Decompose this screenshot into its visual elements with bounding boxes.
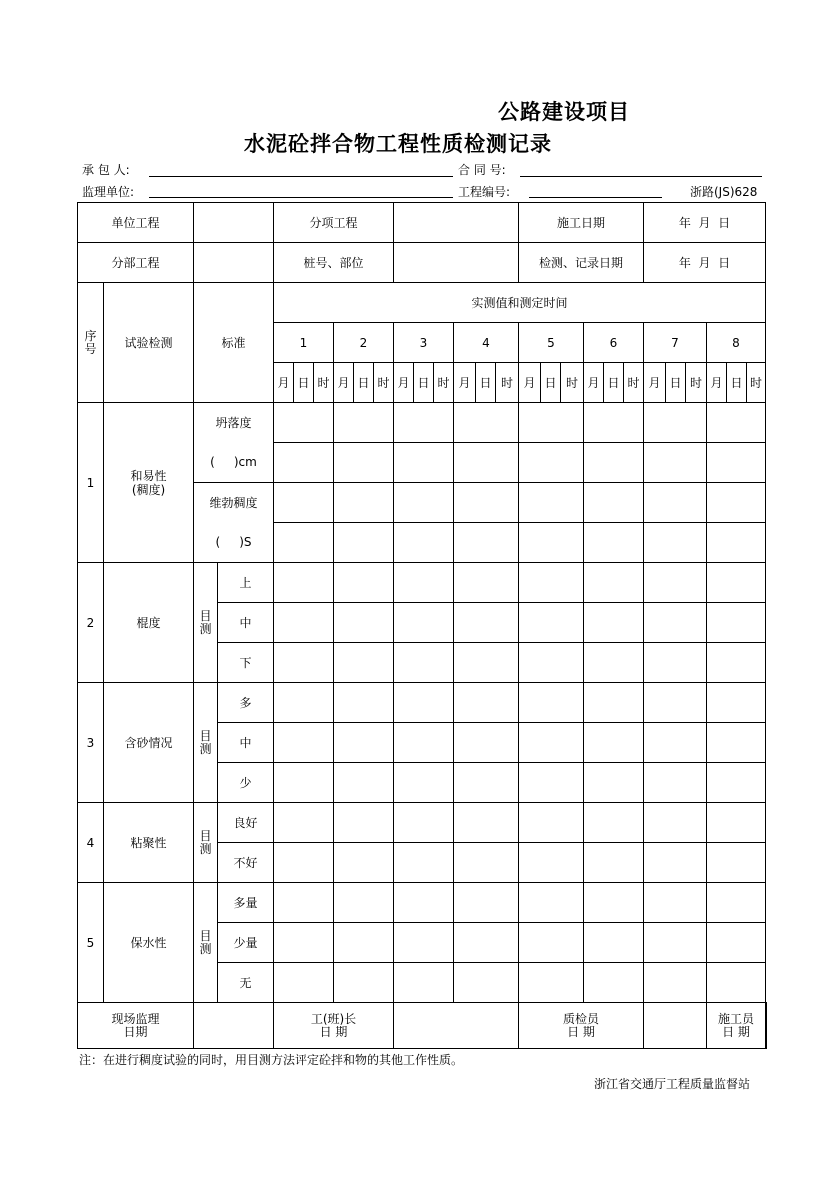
construction-date-value[interactable]: 年 月 日 [644,203,766,243]
measure-cell[interactable] [519,723,584,763]
contract-no-line[interactable] [520,176,762,177]
title-line2: 水泥砼拌合物工程性质检测记录 [244,132,552,156]
row-number: 2 [78,563,104,683]
group-header: 3 [394,323,454,363]
measure-cell[interactable] [644,563,707,603]
project-no-line[interactable] [529,197,662,198]
measure-cell[interactable] [394,563,454,603]
measure-cell[interactable] [274,563,334,603]
measure-cell[interactable] [454,923,519,963]
measure-cell[interactable] [334,763,394,803]
sub-header: 时 [561,363,584,403]
measure-cell[interactable] [454,683,519,723]
row-number: 5 [78,883,104,1003]
measure-cell[interactable] [454,443,519,483]
measure-cell[interactable] [274,443,334,483]
measure-cell[interactable] [454,403,519,443]
sub-header: 月 [584,363,604,403]
measure-cell[interactable] [519,523,584,563]
measure-cell[interactable] [644,523,707,563]
measure-cell[interactable] [394,723,454,763]
measure-cell[interactable] [394,483,454,523]
measure-cell[interactable] [519,923,584,963]
standard-value: 无 [218,963,274,1003]
measure-cell[interactable] [644,603,707,643]
inspector-sign-value[interactable] [644,1003,707,1049]
measure-cell[interactable] [274,963,334,1003]
measure-cell[interactable] [274,843,334,883]
row-number: 3 [78,683,104,803]
measure-cell[interactable] [274,483,334,523]
measure-cell[interactable] [454,563,519,603]
measure-cell[interactable] [707,843,766,883]
measure-cell[interactable] [707,723,766,763]
supervisor-label: 监理单位: [82,185,135,199]
supervisor-sign-label: 现场监理 日期 [78,1003,194,1049]
measure-cell[interactable] [519,883,584,923]
measure-cell[interactable] [334,923,394,963]
method: 目测 [194,803,218,883]
form-code: 浙路(JS)628 [690,185,758,199]
measure-cell[interactable] [394,523,454,563]
supervisor-sign-value[interactable] [194,1003,274,1049]
station-value[interactable] [394,243,519,283]
measure-cell[interactable] [394,683,454,723]
measure-cell[interactable] [584,963,644,1003]
measure-cell[interactable] [519,403,584,443]
unit-project-label: 单位工程 [78,203,194,243]
group-header: 2 [334,323,394,363]
measure-cell[interactable] [644,443,707,483]
measure-cell[interactable] [334,523,394,563]
sub-header: 月 [454,363,476,403]
measure-cell[interactable] [644,403,707,443]
group-header: 7 [644,323,707,363]
station-label: 桩号、部位 [274,243,394,283]
standard-value: 少 [218,763,274,803]
sub-header: 日 [541,363,561,403]
sub-header: 时 [374,363,394,403]
measure-cell[interactable] [707,923,766,963]
measure-cell[interactable] [584,563,644,603]
measure-cell[interactable] [584,843,644,883]
measure-cell[interactable] [707,403,766,443]
group-header: 1 [274,323,334,363]
measure-cell[interactable] [644,923,707,963]
measure-cell[interactable] [584,883,644,923]
test-item: 含砂情况 [104,683,194,803]
measure-cell[interactable] [334,643,394,683]
measure-cell[interactable] [274,803,334,843]
measure-cell[interactable] [454,803,519,843]
footnote: 注：在进行稠度试验的同时，用目测方法评定砼拌和物的其他工作性质。 [79,1053,464,1067]
sub-header: 时 [314,363,334,403]
sub-header: 月 [707,363,727,403]
construction-date-label: 施工日期 [519,203,644,243]
sub-header: 月 [274,363,294,403]
measure-cell[interactable] [644,763,707,803]
measure-cell[interactable] [274,603,334,643]
measure-cell[interactable] [644,643,707,683]
measure-cell[interactable] [394,443,454,483]
measure-cell[interactable] [274,403,334,443]
sub-header: 日 [604,363,624,403]
worker-sign-value[interactable] [766,1003,767,1049]
measure-cell[interactable] [644,843,707,883]
measure-cell[interactable] [274,883,334,923]
row-number: 1 [78,403,104,563]
measure-cell[interactable] [584,403,644,443]
measure-cell[interactable] [454,523,519,563]
measure-cell[interactable] [519,603,584,643]
sub-header: 时 [747,363,766,403]
measure-cell[interactable] [394,803,454,843]
sub-header: 日 [354,363,374,403]
measure-cell[interactable] [707,443,766,483]
foreman-sign-value[interactable] [394,1003,519,1049]
measure-cell[interactable] [584,483,644,523]
foreman-sign-label: 工(班)长 日 期 [274,1003,394,1049]
sub-header: 月 [519,363,541,403]
measure-cell[interactable] [519,643,584,683]
division-value[interactable] [194,243,274,283]
measured-header: 实测值和测定时间 [274,283,766,323]
measure-cell[interactable] [707,563,766,603]
sub-header: 时 [496,363,519,403]
measure-cell[interactable] [584,763,644,803]
standard-value: 不好 [218,843,274,883]
measure-cell[interactable] [707,763,766,803]
record-table [77,202,767,1049]
measure-cell[interactable] [334,603,394,643]
division-label: 分部工程 [78,243,194,283]
sub-header: 日 [666,363,686,403]
test-item-header: 试验检测 [104,283,194,403]
measure-cell[interactable] [334,723,394,763]
measure-cell[interactable] [707,803,766,843]
method: 目测 [194,683,218,803]
measure-cell[interactable] [519,763,584,803]
sub-item-value[interactable] [394,203,519,243]
measure-cell[interactable] [334,403,394,443]
group-header: 4 [454,323,519,363]
sub-header: 日 [727,363,747,403]
measure-cell[interactable] [334,963,394,1003]
inspect-date-label: 检测、记录日期 [519,243,644,283]
measure-cell[interactable] [519,683,584,723]
sub-header: 日 [476,363,496,403]
sub-header: 时 [624,363,644,403]
measure-cell[interactable] [274,723,334,763]
inspect-date-value[interactable]: 年 月 日 [644,243,766,283]
sub-header: 时 [434,363,454,403]
standard-value: 维勃稠度 [194,483,274,523]
seq-header: 序号 [78,283,104,403]
measure-cell[interactable] [274,523,334,563]
measure-cell[interactable] [519,803,584,843]
measure-cell[interactable] [707,883,766,923]
contractor-line[interactable] [149,176,453,177]
measure-cell[interactable] [334,683,394,723]
measure-cell[interactable] [394,963,454,1003]
standard-value: 良好 [218,803,274,843]
measure-cell[interactable] [274,763,334,803]
measure-cell[interactable] [519,483,584,523]
measure-cell[interactable] [394,403,454,443]
measure-cell[interactable] [644,683,707,723]
measure-cell[interactable] [394,883,454,923]
sub-header: 日 [414,363,434,403]
issuer-station: 浙江省交通厅工程质量监督站 [594,1077,751,1091]
measure-cell[interactable] [274,923,334,963]
measure-cell[interactable] [334,843,394,883]
measure-cell[interactable] [454,843,519,883]
measure-cell[interactable] [644,963,707,1003]
title-line1: 公路建设项目 [498,100,630,124]
sub-header: 时 [686,363,707,403]
sub-header: 月 [644,363,666,403]
sub-item-label: 分项工程 [274,203,394,243]
measure-cell[interactable] [644,483,707,523]
measure-cell[interactable] [454,603,519,643]
measure-cell[interactable] [707,603,766,643]
measure-cell[interactable] [454,963,519,1003]
contract-no-label: 合 同 号: [458,163,506,177]
standard-value: ( )S [194,523,274,563]
measure-cell[interactable] [707,683,766,723]
measure-cell[interactable] [584,723,644,763]
measure-cell[interactable] [274,643,334,683]
group-header: 5 [519,323,584,363]
measure-cell[interactable] [334,563,394,603]
measure-cell[interactable] [454,643,519,683]
test-item: 和易性 (稠度) [104,403,194,563]
measure-cell[interactable] [454,883,519,923]
test-item: 保水性 [104,883,194,1003]
measure-cell[interactable] [644,803,707,843]
test-item: 粘聚性 [104,803,194,883]
measure-cell[interactable] [274,683,334,723]
row-number: 4 [78,803,104,883]
measure-cell[interactable] [707,963,766,1003]
contractor-label: 承 包 人: [82,163,130,177]
standard-value: 多 [218,683,274,723]
measure-cell[interactable] [334,803,394,843]
measure-cell[interactable] [519,563,584,603]
measure-cell[interactable] [394,603,454,643]
measure-cell[interactable] [584,523,644,563]
measure-cell[interactable] [584,803,644,843]
measure-cell[interactable] [394,923,454,963]
test-item: 棍度 [104,563,194,683]
measure-cell[interactable] [334,483,394,523]
standard-value: 少量 [218,923,274,963]
measure-cell[interactable] [519,843,584,883]
measure-cell[interactable] [644,883,707,923]
measure-cell[interactable] [519,443,584,483]
measure-cell[interactable] [707,643,766,683]
group-header: 6 [584,323,644,363]
sub-header: 日 [294,363,314,403]
measure-cell[interactable] [644,723,707,763]
method: 目测 [194,883,218,1003]
measure-cell[interactable] [334,883,394,923]
measure-cell[interactable] [584,643,644,683]
standard-value: 中 [218,603,274,643]
measure-cell[interactable] [519,963,584,1003]
measure-cell[interactable] [394,643,454,683]
measure-cell[interactable] [584,923,644,963]
standard-value: 上 [218,563,274,603]
supervisor-line[interactable] [149,197,453,198]
measure-cell[interactable] [584,443,644,483]
standard-value: 多量 [218,883,274,923]
standard-value: 中 [218,723,274,763]
measure-cell[interactable] [454,483,519,523]
standard-header: 标准 [194,283,274,403]
method: 目测 [194,563,218,683]
measure-cell[interactable] [454,723,519,763]
worker-sign-label: 施工员 日 期 [707,1003,766,1049]
measure-cell[interactable] [334,443,394,483]
standard-value: 坍落度 [194,403,274,443]
standard-value: ( )cm [194,443,274,483]
sub-header: 月 [334,363,354,403]
unit-project-value[interactable] [194,203,274,243]
inspector-sign-label: 质检员 日 期 [519,1003,644,1049]
measure-cell[interactable] [584,683,644,723]
measure-cell[interactable] [707,483,766,523]
project-no-label: 工程编号: [458,185,511,199]
measure-cell[interactable] [707,523,766,563]
standard-value: 下 [218,643,274,683]
measure-cell[interactable] [454,763,519,803]
sub-header: 月 [394,363,414,403]
measure-cell[interactable] [584,603,644,643]
measure-cell[interactable] [394,843,454,883]
group-header: 8 [707,323,766,363]
measure-cell[interactable] [394,763,454,803]
